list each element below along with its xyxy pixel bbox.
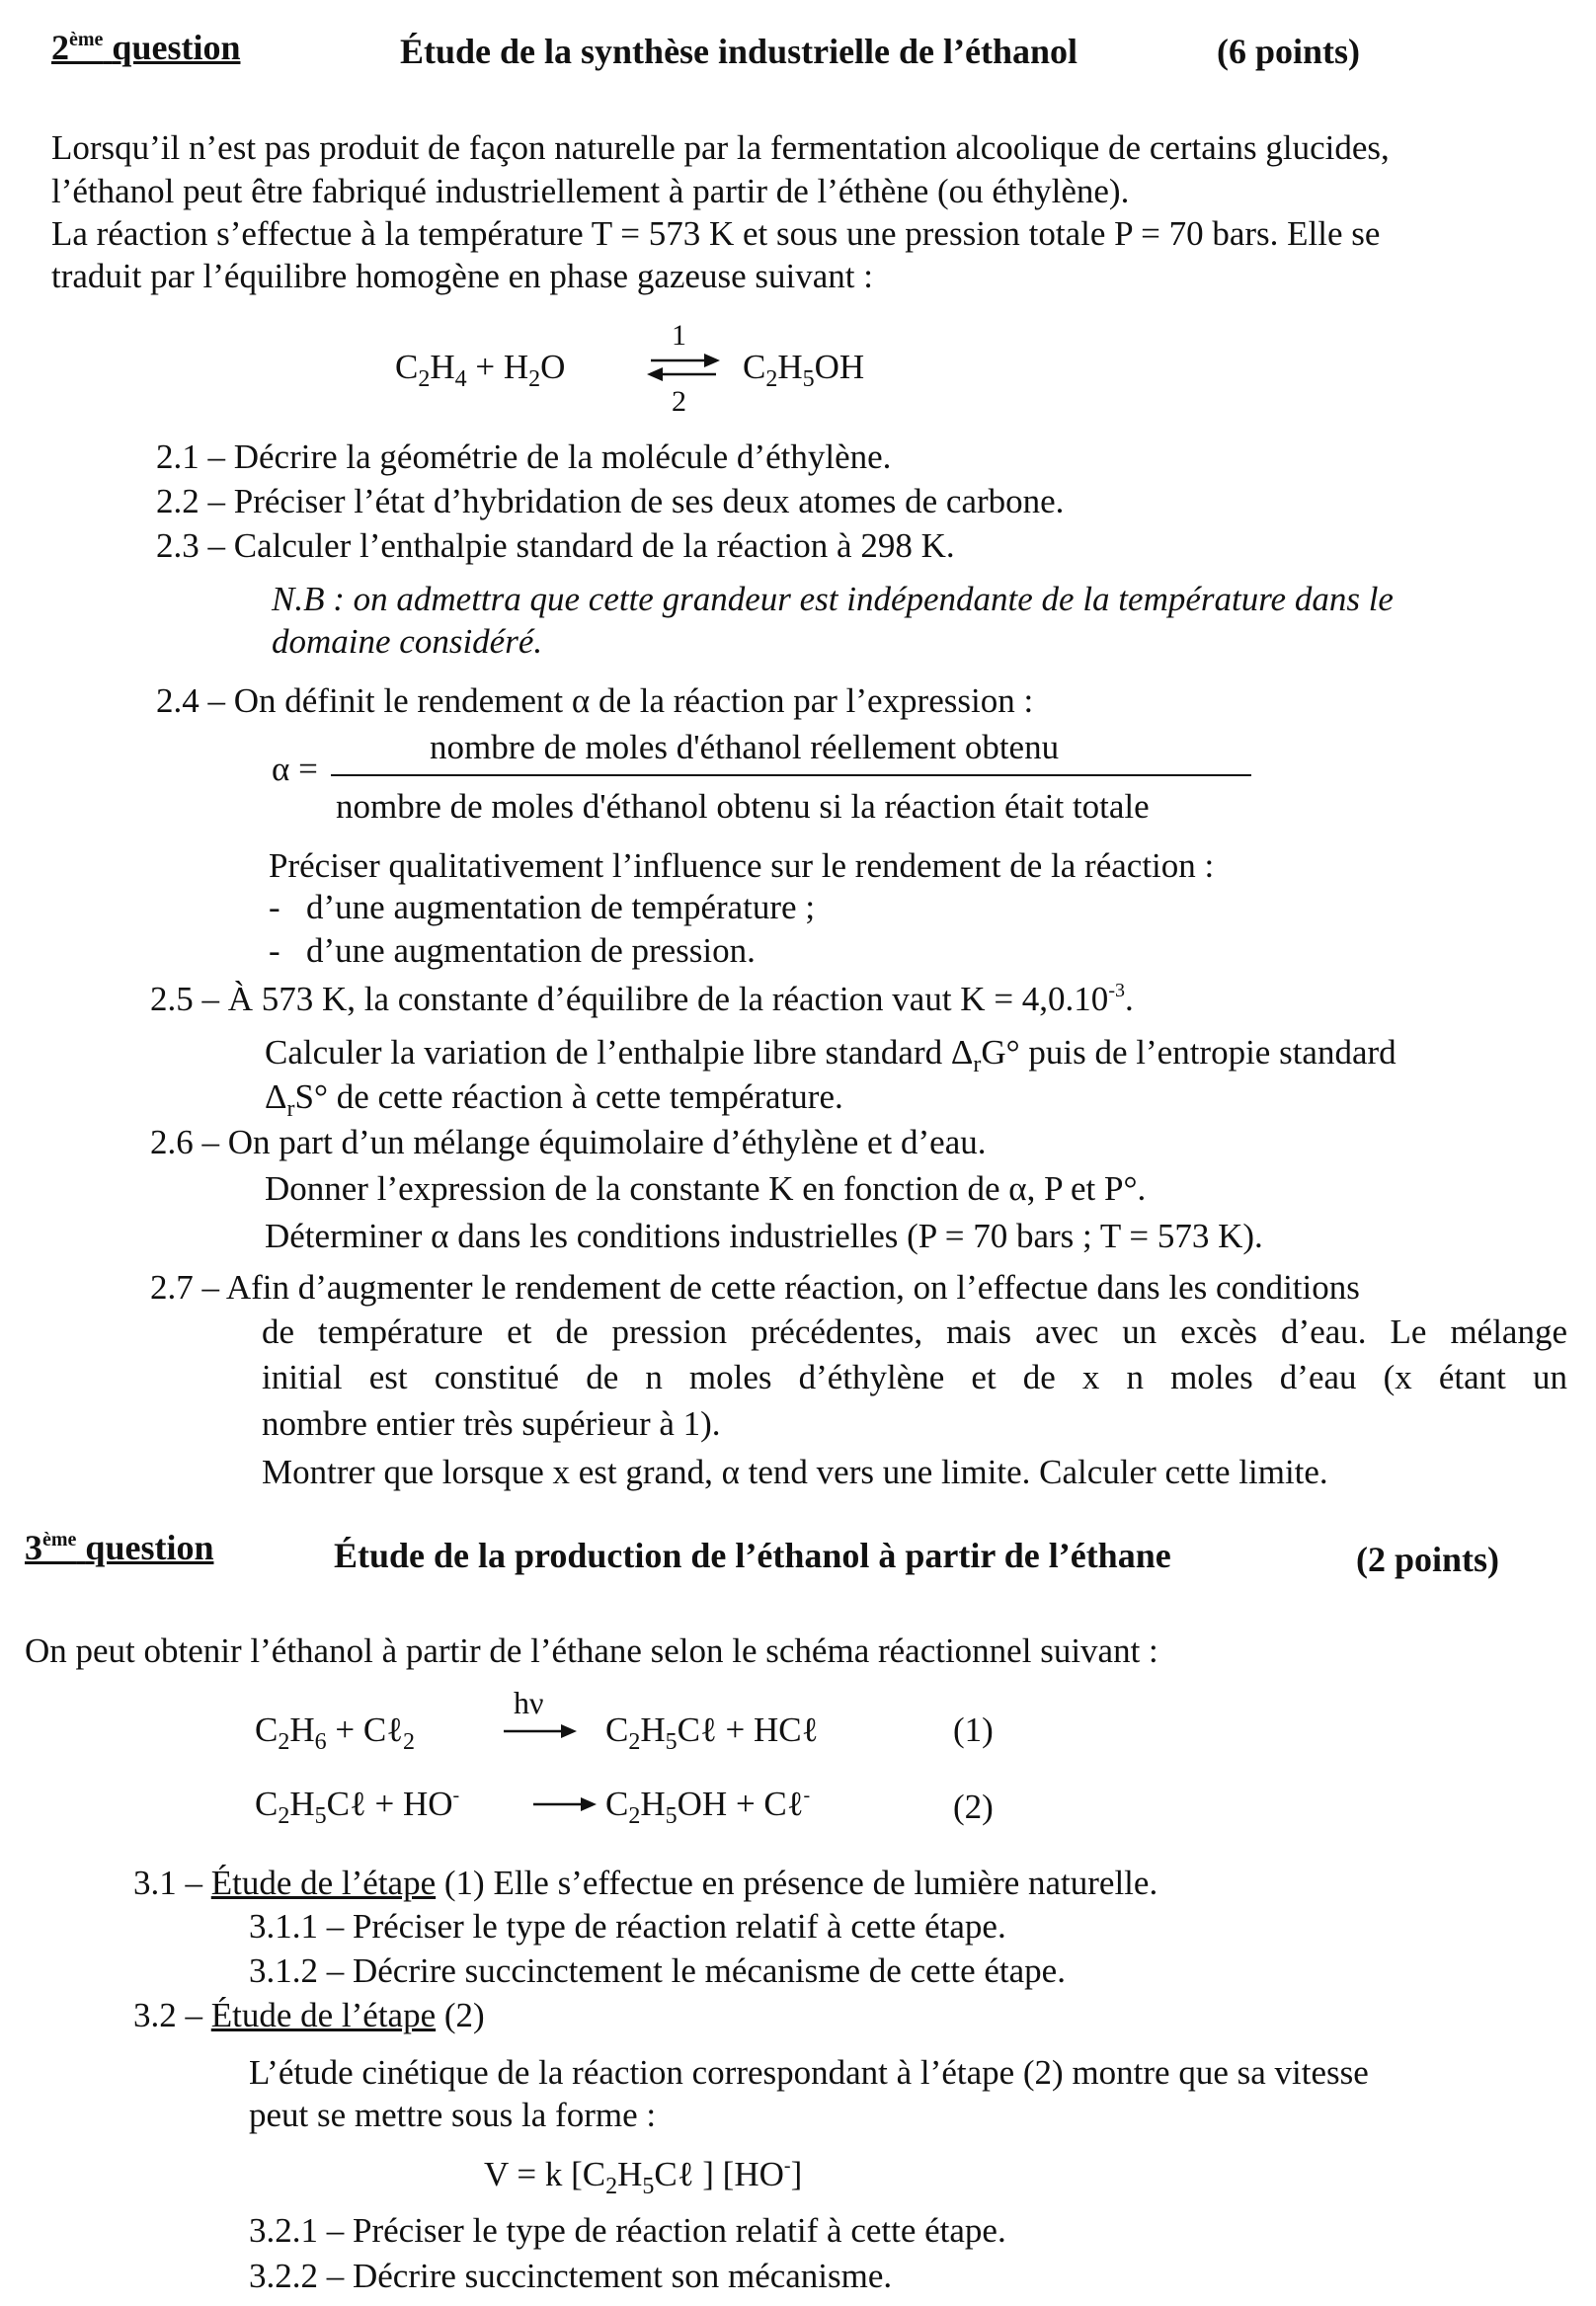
q2-item-2-7-c: initial est constitué de n moles d’éthylène et de x n moles d’eau (x étant un [262, 1358, 1567, 1396]
q2-item-2-7: 2.7 – Afin d’augmenter le rendement de cette réaction, on l’effectue dans les conditions [150, 1268, 1360, 1307]
q3-heading [25, 1526, 213, 1569]
bullet-dash-2: - [269, 931, 280, 970]
reaction-2-rhs: $C_2H_5OH$ + Cℓ- [605, 1785, 811, 1829]
equilibrium-label-forward: 1 [672, 319, 686, 352]
q2-item-2-7-e: Montrer que lorsque x est grand, α tend vers une limite. Calculer cette limite. [262, 1453, 1328, 1491]
q3-label: 3ème question [25, 1528, 214, 1567]
q2-points: (6 points) [1217, 32, 1361, 71]
reaction-1-lhs: $C_2H_6$ + Cℓ$_2$ [255, 1710, 415, 1755]
q2-intro-3: La réaction s’effectue à la température T = 573 K et sous une pression totale P = 70 bars. Elle se [51, 214, 1381, 253]
q2-item-2-6-b: Donner l’expression de la constante K en fonction de α, P et P°. [265, 1169, 1147, 1208]
q3-item-3-2-b: peut se mettre sous la forme : [249, 2096, 657, 2134]
equilibrium-label-reverse: 2 [672, 385, 686, 418]
q2-label: 2ème question [51, 28, 241, 67]
q2-item-2-1: 2.1 – Décrire la géométrie de la molécule d’éthylène. [156, 437, 892, 476]
q2-equation-rhs: $C_2H_5OH$ [743, 348, 865, 392]
q2-bullet-2: d’une augmentation de pression. [306, 931, 756, 970]
q2-item-2-4: 2.4 – On définit le rendement α de la réaction par l’expression : [156, 681, 1034, 720]
q2-intro-1: Lorsqu’il n’est pas produit de façon naturelle par la fermentation alcoolique de certains glucides, [51, 128, 1390, 167]
q2-title: Étude de la synthèse industrielle de l’éthanol [400, 32, 1078, 71]
fraction-numerator: nombre de moles d'éthanol réellement obtenu [430, 728, 1060, 766]
q3-intro: On peut obtenir l’éthanol à partir de l’éthane selon le schéma réactionnel suivant : [25, 1631, 1158, 1670]
reaction-1-rhs: $C_2H_5C\ell$ + HCℓ [605, 1710, 819, 1755]
q3-item-3-1-2: 3.1.2 – Décrire succinctement le mécanisme de cette étape. [249, 1951, 1066, 1990]
bullet-dash-1: - [269, 888, 280, 926]
q3-item-3-2-a: L’étude cinétique de la réaction correspondant à l’étape (2) montre que sa vitesse [249, 2053, 1369, 2092]
equilibrium-arrows-icon [647, 349, 726, 388]
fraction-denominator: nombre de moles d'éthanol obtenu si la réaction était totale [336, 787, 1150, 826]
q2-qualitative: Préciser qualitativement l’influence sur le rendement de la réaction : [269, 846, 1215, 885]
q2-item-2-5-b: Calculer la variation de l’enthalpie libre standard $\Delta_rG^\circ$ puis de l’entropie standard [265, 1033, 1396, 1077]
q3-points: (2 points) [1356, 1540, 1500, 1579]
q3-title: Étude de la production de l’éthanol à partir de l’éthane [334, 1536, 1171, 1575]
reaction-2-lhs: $C_2H_5C\ell + HO^-$ [255, 1785, 460, 1829]
q2-item-2-2: 2.2 – Préciser l’état d’hybridation de ses deux atomes de carbone. [156, 482, 1065, 520]
reaction-2-number: (2) [953, 1788, 994, 1826]
q2-item-2-6-c: Déterminer α dans les conditions industrielles (P = 70 bars ; T = 573 K). [265, 1217, 1263, 1255]
reaction-arrow-2-icon [533, 1796, 602, 1816]
q2-equation-lhs: $C_2H_4 + H_2O$ [395, 348, 566, 392]
reaction-1-number: (1) [953, 1710, 994, 1749]
q2-item-2-7-b: de température et de pression précédentes, mais avec un excès d’eau. Le mélange [262, 1312, 1567, 1351]
q3-item-3-2-1: 3.2.1 – Préciser le type de réaction relatif à cette étape. [249, 2211, 1006, 2250]
q3-item-3-2: 3.2 – Étude de l’étape (2) [133, 1996, 485, 2034]
photon-label: hν [514, 1685, 544, 1720]
q2-item-2-5-c: $\Delta_rS^\circ$ de cette réaction à cette température. [265, 1077, 843, 1122]
q3-item-3-1: 3.1 – Étude de l’étape (1) Elle s’effectue en présence de lumière naturelle. [133, 1864, 1158, 1902]
reaction-arrow-1-icon [504, 1723, 583, 1743]
q2-heading [51, 26, 240, 69]
alpha-label: α = [272, 750, 318, 788]
q2-bullet-1: d’une augmentation de température ; [306, 888, 816, 926]
fraction-bar [331, 774, 1251, 776]
q2-intro-4: traduit par l’équilibre homogène en phase gazeuse suivant : [51, 257, 873, 295]
q3-item-3-1-1: 3.1.1 – Préciser le type de réaction relatif à cette étape. [249, 1907, 1006, 1946]
rate-law: V = k [$C_2H_5C\ell$ ] [HO-] [484, 2155, 803, 2199]
q2-item-2-5: 2.5 – À 573 K, la constante d’équilibre de la réaction vaut $K = 4,0.10^{-3}$. [150, 980, 1134, 1018]
q2-intro-2: l’éthanol peut être fabriqué industriellement à partir de l’éthène (ou éthylène). [51, 172, 1130, 210]
q2-item-2-3: 2.3 – Calculer l’enthalpie standard de la réaction à 298 K. [156, 526, 955, 565]
q2-item-2-7-d: nombre entier très supérieur à 1). [262, 1404, 721, 1443]
q3-item-3-2-2: 3.2.2 – Décrire succinctement son mécanisme. [249, 2257, 893, 2295]
q2-item-2-6: 2.6 – On part d’un mélange équimolaire d’éthylène et d’eau. [150, 1123, 987, 1161]
q2-note-1: N.B : on admettra que cette grandeur est indépendante de la température dans le [272, 580, 1394, 618]
q2-note-2: domaine considéré. [272, 622, 543, 661]
